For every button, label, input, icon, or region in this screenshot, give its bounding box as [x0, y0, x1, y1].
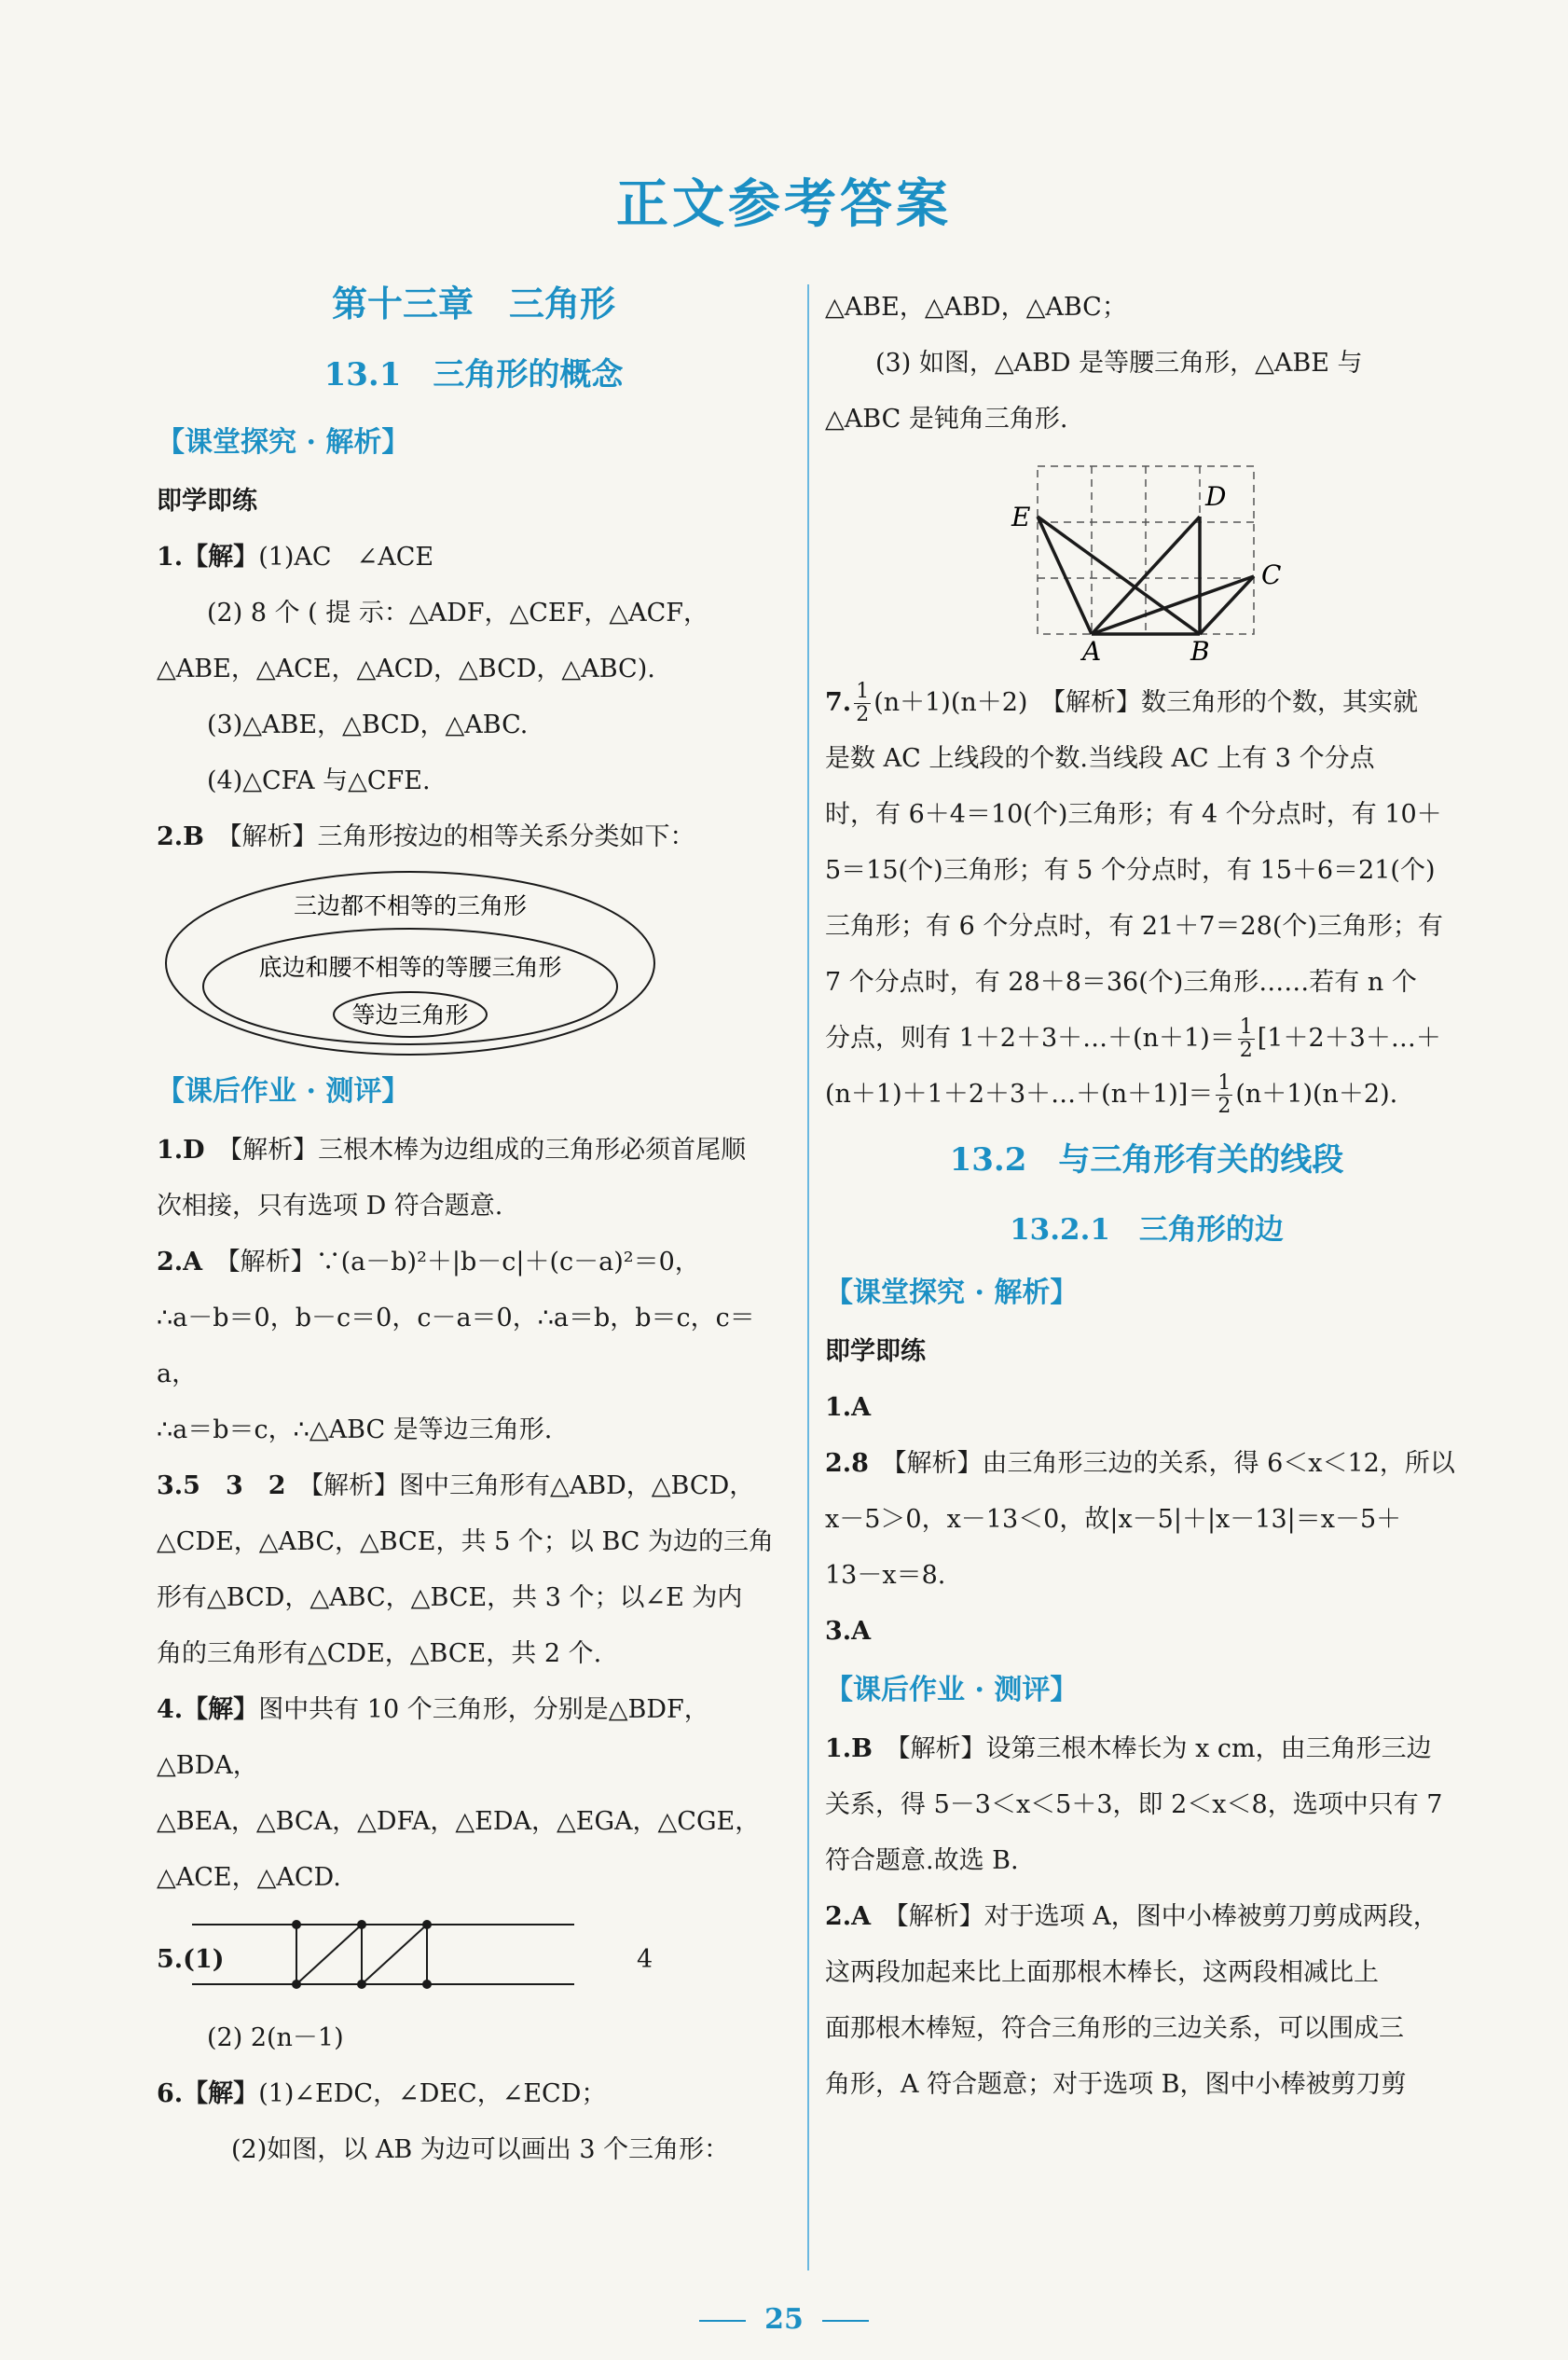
venn-inner-label: 等边三角形: [351, 1001, 469, 1028]
answer-text: 7 个分点时，有 28＋8＝36(个)三角形……若有 n 个: [825, 968, 1417, 997]
homework-4: [157, 1682, 791, 1794]
answer-text: 【解析】三角形按边的相等关系分类如下：: [229, 822, 695, 851]
answer-text: 分点，则有 1＋2＋3＋…＋(n＋1)＝: [825, 1024, 1235, 1053]
answer-text: [1＋2＋3＋…＋: [1257, 1024, 1441, 1053]
answer-num: 7.: [825, 688, 852, 717]
answer-text: 4: [637, 1945, 653, 1974]
answer-text: △ACE，△ACD.: [157, 1863, 341, 1892]
venn-outer-label: 三边都不相等的三角形: [293, 892, 528, 919]
point: [357, 1980, 366, 1989]
denominator: 2: [1239, 1039, 1253, 1062]
answer-text: (1)∠EDC，∠DEC，∠ECD；: [258, 2079, 607, 2108]
answer-text: 【解析】图中三角形有△ABD，△BCD，: [310, 1471, 755, 1500]
subheading: 即学即练: [825, 1337, 926, 1366]
point: [292, 1920, 301, 1929]
answer-7: [825, 675, 1468, 731]
answer-text: (n＋1)(n＋2).: [1235, 1080, 1398, 1109]
answer-text: 关系，得 5－3＜x＜5＋3，即 2＜x＜8，选项中只有 7: [825, 1790, 1443, 1819]
answer-text: ∴a－b＝0，b－c＝0，c－a＝0，∴a＝b，b＝c，c＝a，: [157, 1304, 755, 1388]
column-divider: [807, 284, 809, 2270]
answer-text: 【解析】∵(a－b)²＋|b－c|＋(c－a)²＝0，: [227, 1248, 700, 1277]
answer-text: (3) 如图，△ABD 是等腰三角形，△ABE 与: [875, 349, 1363, 378]
answer-text: (3)△ABE，△BCD，△ABC.: [207, 711, 529, 739]
label-B: B: [1190, 636, 1210, 662]
answer-num: 4.【解】: [157, 1695, 259, 1724]
answer-text: 【解析】对于选项 A，图中小棒被剪刀剪成两段，: [896, 1902, 1438, 1931]
answer-text: 5＝15(个)三角形；有 5 个分点时，有 15＋6＝21(个): [825, 856, 1436, 885]
homework-1: [157, 1123, 791, 1179]
answer-text: 图中共有 10 个三角形，分别是△BDF，△BDA，: [157, 1695, 709, 1780]
triangle-classification-diagram: [157, 865, 791, 1061]
answer-text: x－5＞0，x－13＜0，故|x－5|＋|x－13|＝x－5＋: [825, 1505, 1402, 1534]
answer-text: 时，有 6＋4＝10(个)三角形；有 4 个分点时，有 10＋: [825, 800, 1442, 829]
subheading: 即学即练: [157, 487, 257, 516]
answer-text: 角形，A 符合题意；对于选项 B，图中小棒被剪刀剪: [825, 2070, 1407, 2099]
homework-6: [157, 2066, 791, 2122]
page-number: [0, 2303, 1568, 2336]
answer-text: 【解析】数三角形的个数，其实就: [1052, 688, 1418, 717]
right-column: [825, 280, 1468, 2113]
answer-num: 1.B: [825, 1734, 873, 1763]
numerator: 1: [856, 680, 870, 703]
answer-num: 6.【解】: [157, 2079, 259, 2108]
denominator: 2: [1217, 1095, 1231, 1118]
answer-text: 1.A: [825, 1393, 872, 1422]
answer-text: ∴a＝b＝c，∴△ABC 是等边三角形.: [157, 1415, 553, 1444]
parallel-lines-figure: [192, 1906, 602, 2010]
answer-num: 3.5 3 2: [157, 1471, 286, 1500]
answer-text: 面那根木棒短，符合三角形的三边关系，可以围成三: [825, 2014, 1404, 2043]
answer-1: [157, 530, 791, 586]
point: [422, 1980, 432, 1989]
answer-num: 2.A: [825, 1902, 872, 1931]
answer-line: [825, 1067, 1468, 1123]
answer-2: [825, 1436, 1468, 1492]
homework-3: [157, 1458, 791, 1514]
answer-text: △ABE，△ABD，△ABC；: [825, 293, 1127, 322]
left-column: [157, 270, 791, 2178]
answer-text: 【解析】设第三根木棒长为 x cm，由三角形三边: [898, 1734, 1432, 1763]
answer-num: 2.A: [157, 1248, 203, 1277]
homework-2: [157, 1235, 791, 1290]
diagonal-segment: [362, 1925, 427, 1984]
fraction: [1216, 1072, 1232, 1118]
numerator: 1: [1239, 1015, 1253, 1039]
diagonal-segment: [296, 1925, 362, 1984]
answer-text: 【解析】三根木棒为边组成的三角形必须首尾顺: [229, 1136, 747, 1165]
answer-text: (4)△CFA 与△CFE.: [207, 766, 431, 795]
numerator: 1: [1217, 1071, 1231, 1095]
answer-text: (n＋1)(n＋2): [873, 688, 1028, 717]
fraction: [854, 681, 871, 726]
homework-tag: 【课后作业 · 测评】: [825, 1674, 1079, 1706]
answer-text: △ABC 是钝角三角形.: [825, 405, 1068, 434]
answer-text: (2) 8 个 ( 提 示：△ADF，△CEF，△ACF，: [207, 599, 709, 628]
answer-text: △BEA，△BCA，△DFA，△EDA，△EGA，△CGE，: [157, 1807, 761, 1836]
page-number-rule: [822, 2320, 869, 2322]
answer-text: 三角形；有 6 个分点时，有 21＋7＝28(个)三角形；有: [825, 912, 1443, 941]
section-tag: 【课堂探究 · 解析】: [825, 1277, 1079, 1309]
homework-tag: 【课后作业 · 测评】: [157, 1075, 410, 1108]
answer-text: (2)如图，以 AB 为边可以画出 3 个三角形：: [231, 2135, 730, 2164]
homework-1: [825, 1721, 1468, 1777]
homework-5: [157, 1906, 791, 2010]
answer-text: 13－x＝8.: [825, 1561, 946, 1590]
label-E: E: [1011, 502, 1031, 532]
answer-text: △CDE，△ABC，△BCE，共 5 个；以 BC 为边的三角: [157, 1527, 775, 1556]
section-tag: 【课堂探究 · 解析】: [157, 426, 410, 459]
answer-2: [157, 809, 791, 865]
venn-middle-label: 底边和腰不相等的等腰三角形: [258, 954, 562, 981]
homework-2: [825, 1889, 1468, 1945]
answer-num: 2.8: [825, 1449, 869, 1478]
page-number-text: 25: [764, 2303, 804, 2336]
fraction: [1238, 1016, 1255, 1062]
answer-text: (2) 2(n－1): [207, 2023, 344, 2052]
answer-text: 是数 AC 上线段的个数.当线段 AC 上有 3 个分点: [825, 744, 1375, 773]
denominator: 2: [856, 703, 870, 726]
answer-num: 5.(1): [157, 1945, 225, 1974]
point: [422, 1920, 432, 1929]
answer-text: 3.A: [825, 1617, 872, 1646]
answer-text: 这两段加起来比上面那根木棒长，这两段相减比上: [825, 1958, 1379, 1987]
section-title: 13.2 与三角形有关的线段: [949, 1141, 1344, 1179]
answer-text: (n＋1)＋1＋2＋3＋…＋(n＋1)]＝: [825, 1080, 1214, 1109]
answer-text: △ABE，△ACE，△ACD，△BCD，△ABC).: [157, 655, 655, 683]
label-D: D: [1205, 481, 1227, 512]
point: [292, 1980, 301, 1989]
subsection-title: 13.2.1 三角形的边: [1010, 1213, 1284, 1247]
point: [357, 1920, 366, 1929]
answer-num: 2.B: [157, 822, 205, 851]
answer-text: 形有△BCD，△ABC，△BCE，共 3 个；以∠E 为内: [157, 1583, 743, 1612]
answer-line: [825, 1011, 1468, 1067]
answer-text: 【解析】由三角形三边的关系，得 6＜x＜12，所以: [893, 1449, 1455, 1478]
section-title: 13.1 三角形的概念: [323, 356, 624, 393]
answer-text: 次相接，只有选项 D 符合题意.: [157, 1192, 503, 1221]
label-A: A: [1082, 636, 1102, 662]
answer-num: 1.【解】: [157, 543, 259, 572]
page-number-rule: [699, 2320, 746, 2322]
answer-text: 角的三角形有△CDE，△BCE，共 2 个.: [157, 1639, 602, 1668]
label-C: C: [1261, 559, 1282, 590]
answer-text: 符合题意.故选 B.: [825, 1846, 1019, 1875]
grid-triangles-figure: [825, 448, 1468, 662]
answer-num: 1.D: [157, 1136, 205, 1165]
page-title: 正文参考答案: [616, 173, 952, 235]
answer-text: (1)AC ∠ACE: [258, 543, 434, 572]
chapter-title: 第十三章 三角形: [331, 283, 615, 324]
